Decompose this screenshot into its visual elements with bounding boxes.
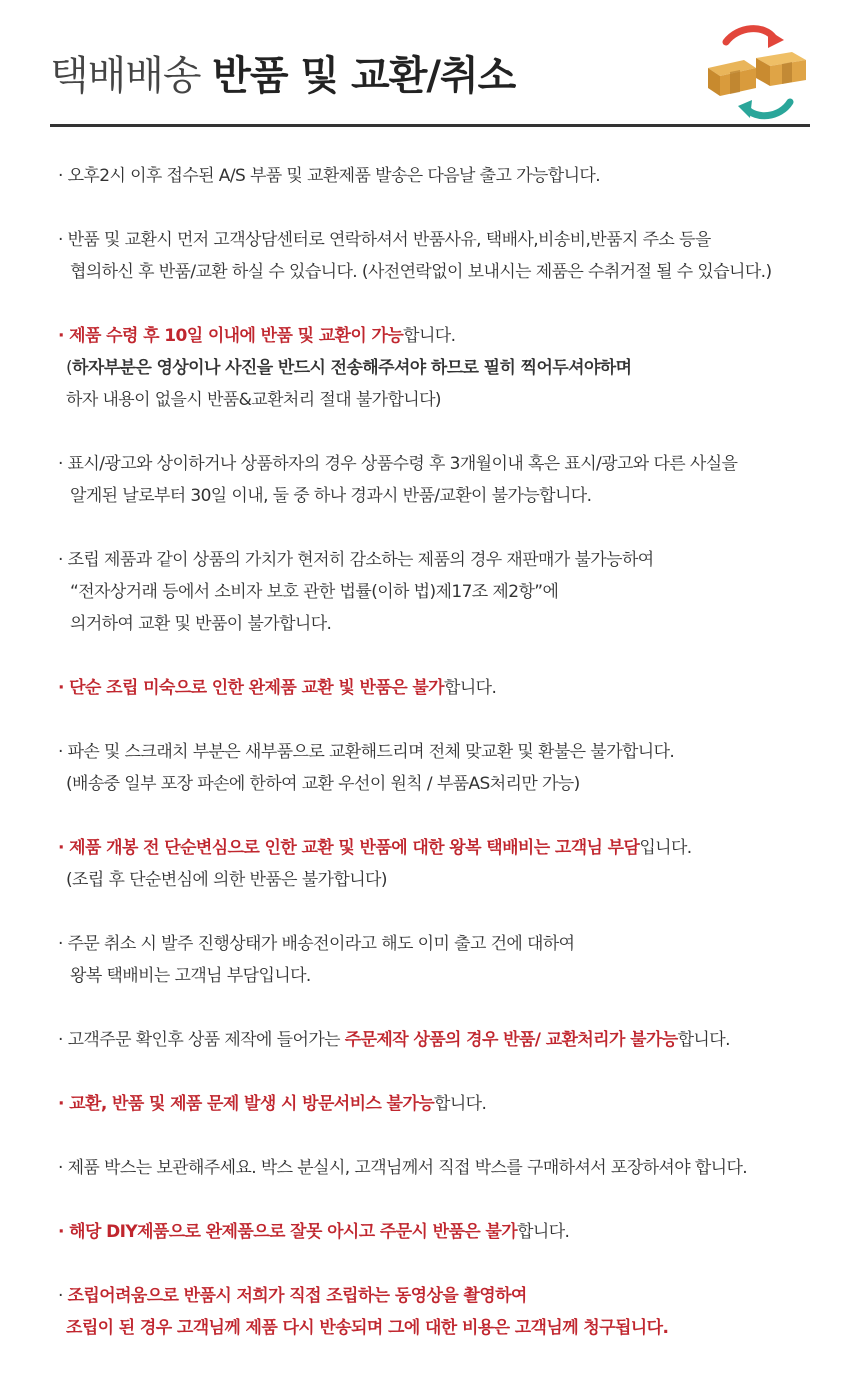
notice-item xyxy=(58,1280,848,1344)
notice-line: · 제품 박스는 보관해주세요. 박스 분실시, 고객님께서 직접 박스를 구매하셔서 포장하셔야 합니다. xyxy=(58,1158,748,1178)
notice-line: 의거하여 교환 및 반품이 불가합니다. xyxy=(70,614,332,634)
notice-item xyxy=(58,224,848,288)
notice-line: 하자 내용이 없을시 반품&교환처리 절대 불가합니다) xyxy=(66,390,441,410)
notice-item xyxy=(58,160,848,192)
notice-item xyxy=(58,1216,848,1248)
highlight-text: · 해당 DIY제품으로 완제품으로 잘못 아시고 주문시 반품은 불가 xyxy=(58,1222,518,1242)
bold-text: 하자부분은 영상이나 사진을 반드시 전송해주셔야 하므로 필히 찍어두셔야하며 xyxy=(72,358,632,378)
notice-line: 왕복 택배비는 고객님 부담입니다. xyxy=(70,966,311,986)
notice-item xyxy=(58,1024,848,1056)
notice-line: (조립 후 단순변심에 의한 반품은 불가합니다) xyxy=(66,870,387,890)
page-title xyxy=(50,52,515,100)
notice-line: · 오후2시 이후 접수된 A/S 부품 및 교환제품 발송은 다음날 출고 가능합니다. xyxy=(58,166,601,186)
notice-line xyxy=(58,1216,848,1248)
notice-text: 입니다. xyxy=(639,838,692,858)
notice-item xyxy=(58,1088,848,1120)
highlight-text: 조립어려움으로 반품시 저희가 직접 조립하는 동영상을 촬영하여 xyxy=(67,1286,527,1306)
notice-line xyxy=(58,832,848,864)
notice-line xyxy=(58,672,848,704)
notice-item xyxy=(58,928,848,992)
notice-line: 알게된 날로부터 30일 이내, 둘 중 하나 경과시 반품/교환이 불가능합니다. xyxy=(70,486,592,506)
notice-item xyxy=(58,320,848,416)
notice-text: 합니다. xyxy=(677,1030,730,1050)
notice-text: · 고객주문 확인후 상품 제작에 들어가는 xyxy=(58,1030,345,1050)
notice-line xyxy=(58,320,848,352)
header-divider xyxy=(50,124,810,127)
notice-item xyxy=(58,832,848,896)
notice-item xyxy=(58,1152,848,1184)
notice-line: · 파손 및 스크래치 부분은 새부품으로 교환해드리며 전체 맞교환 및 환불은 불가합니다. xyxy=(58,742,675,762)
notice-line: · 표시/광고와 상이하거나 상품하자의 경우 상품수령 후 3개월이내 혹은 표시/광고와 다른 사실을 xyxy=(58,454,738,474)
highlight-text: · 단순 조립 미숙으로 인한 완제품 교환 빛 반품은 불가 xyxy=(58,678,444,698)
notice-item xyxy=(58,544,848,640)
notice-text: 합니다. xyxy=(434,1094,487,1114)
highlight-text: · 교환, 반품 및 제품 문제 발생 시 방문서비스 불가능 xyxy=(58,1094,435,1114)
notice-line: · 주문 취소 시 발주 진행상태가 배송전이라고 해도 이미 출고 건에 대하여 xyxy=(58,934,575,954)
notice-line: “전자상거래 등에서 소비자 보호 관한 법률(이하 법)제17조 제2항”에 xyxy=(70,582,559,602)
notice-text: ( xyxy=(66,358,73,378)
highlight-text: · 제품 개봉 전 단순변심으로 인한 교환 및 반품에 대한 왕복 택배비는 고객님 부담 xyxy=(58,838,640,858)
notice-line: · 조립 제품과 같이 상품의 가치가 현저히 감소하는 제품의 경우 재판매가 불가능하여 xyxy=(58,550,654,570)
notice-line: 협의하신 후 반품/교환 하실 수 있습니다. (사전연락없이 보내시는 제품은 수취거절 될 수 있습니다.) xyxy=(70,262,772,282)
notice-text: 합니다. xyxy=(517,1222,570,1242)
title-light: 택배배송 xyxy=(50,53,201,99)
return-exchange-boxes-icon xyxy=(686,24,812,124)
notice-list xyxy=(58,160,848,1376)
notice-line xyxy=(58,1088,848,1120)
notice-item xyxy=(58,736,848,800)
notice-line xyxy=(58,1312,848,1344)
highlight-text: 주문제작 상품의 경우 반품/ 교환처리가 불가능 xyxy=(344,1030,678,1050)
notice-text: · xyxy=(58,1286,68,1306)
notice-item xyxy=(58,448,848,512)
highlight-text: 조립이 된 경우 고객님께 제품 다시 반송되며 그에 대한 비용은 고객님께 청구됩니다. xyxy=(66,1318,669,1338)
notice-text: 합니다. xyxy=(403,326,456,346)
notice-item xyxy=(58,672,848,704)
notice-line: (배송중 일부 포장 파손에 한하여 교환 우선이 원칙 / 부품AS처리만 가능) xyxy=(66,774,580,794)
highlight-text: · 제품 수령 후 10일 이내에 반품 및 교환이 가능 xyxy=(58,326,404,346)
notice-line xyxy=(58,1024,848,1056)
notice-text: 합니다. xyxy=(444,678,497,698)
notice-line xyxy=(58,352,848,384)
notice-line xyxy=(58,1280,848,1312)
notice-line: · 반품 및 교환시 먼저 고객상담센터로 연락하셔서 반품사유, 택배사,비송비,반품지 주소 등을 xyxy=(58,230,711,250)
title-bold: 반품 및 교환/취소 xyxy=(212,53,516,99)
